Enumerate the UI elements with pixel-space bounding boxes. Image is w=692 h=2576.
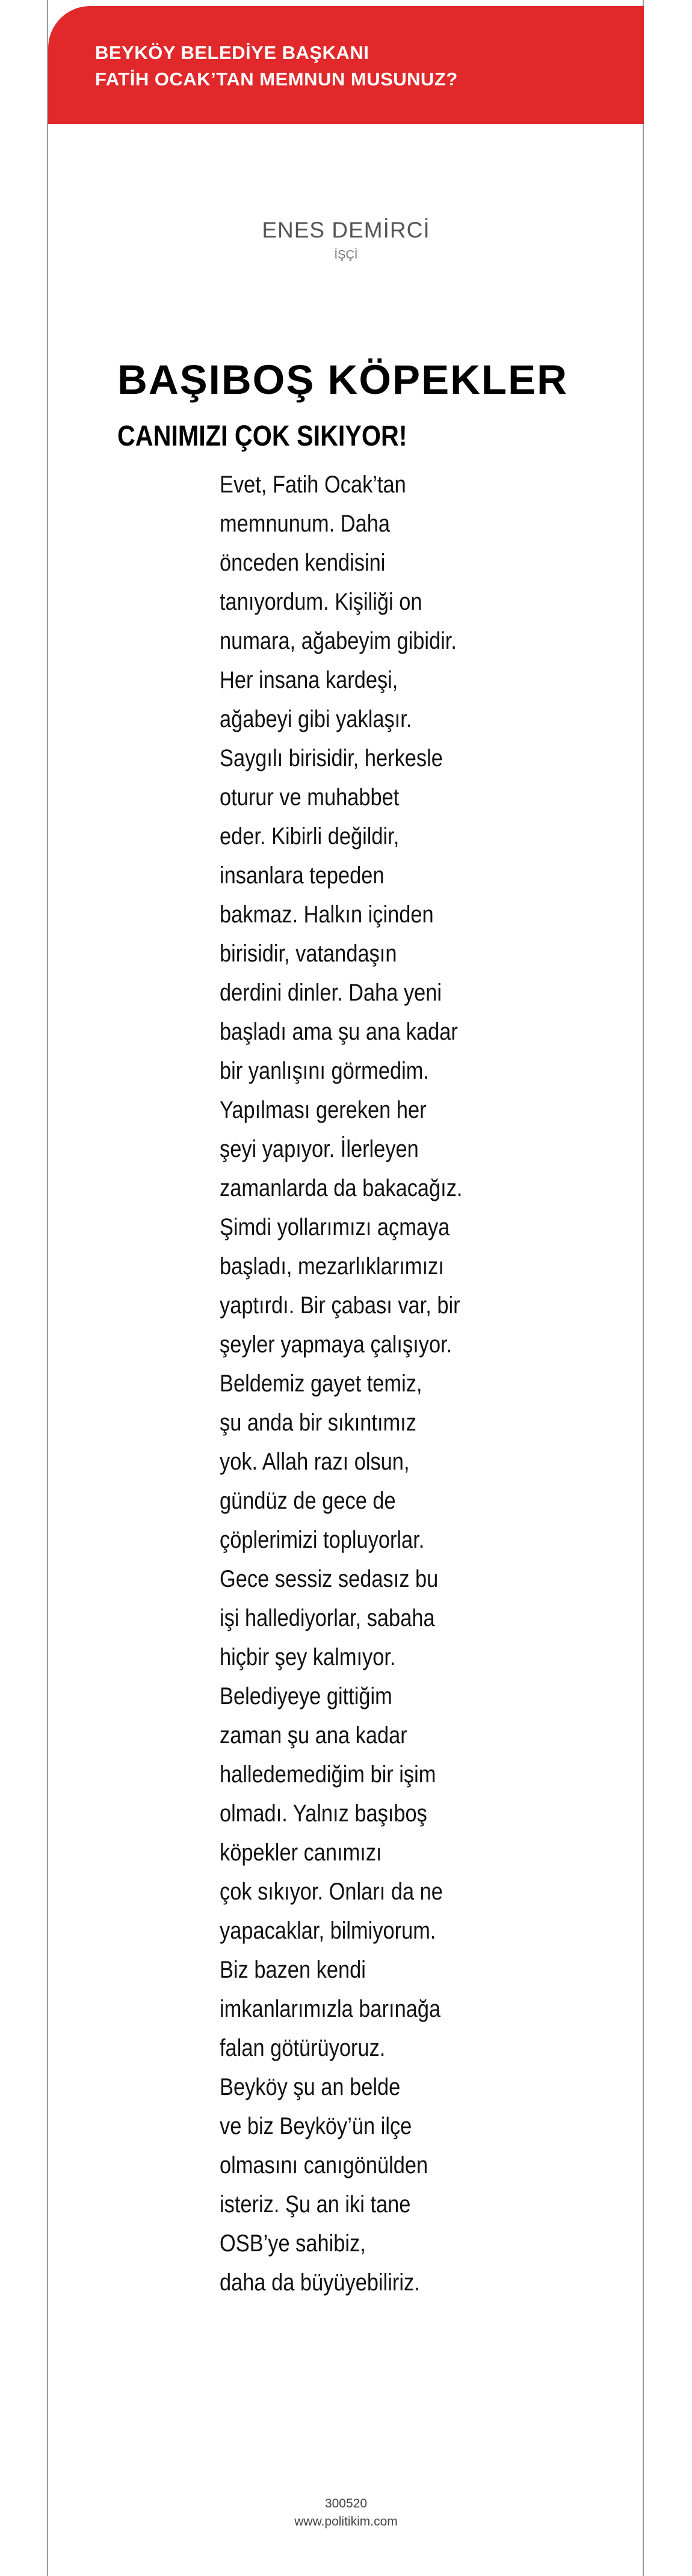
article-body-line: zamanlarda da bakacağız. [220,1175,463,1201]
article-body-line: tanıyordum. Kişiliği on [220,589,422,615]
article-body-line: bir yanlışını görmedim. [220,1058,429,1084]
article-body-line: olmasını canıgönülden [220,2152,428,2179]
article-body-line: falan götürüyoruz. [220,2035,386,2061]
article-body-line: şeyler yapmaya çalışıyor. [220,1331,453,1358]
article-body-line: derdini dinler. Daha yeni [220,980,442,1006]
article-body-line: Gece sessiz sedasız bu [220,1566,439,1592]
article-body-line: başladı, mezarlıklarımızı [220,1253,444,1280]
page-sheet [47,0,644,2576]
article-body-line: Evet, Fatih Ocak’tan [220,471,406,498]
article-body-line: yaptırdı. Bir çabası var, bir [220,1292,460,1319]
article-body-line: çöplerimizi topluyorlar. [220,1527,425,1553]
person-name: ENES DEMİRCİ [262,218,430,242]
article-body-line: köpekler canımızı [220,1839,382,1866]
article-body-line: yapacaklar, bilmiyorum. [220,1918,436,1944]
article-body-line: oturur ve muhabbet [220,784,400,811]
article-body-line: insanlara tepeden [220,862,385,889]
article-body-line: Beldemiz gayet temiz, [220,1370,422,1397]
article-body-line: şu anda bir sıkıntımız [220,1409,416,1436]
article-body [220,465,557,2302]
article-body-line: gündüz de gece de [220,1488,396,1514]
article-body-line: yok. Allah razı olsun, [220,1449,410,1475]
footer-code: 300520 [324,2497,368,2510]
article-body-line: ve biz Beyköy’ün ilçe [220,2113,412,2139]
article-body-line: Yapılması gereken her [220,1097,427,1123]
footer-website-link[interactable]: www.politikim.com [294,2515,398,2528]
article-body-line: hiçbir şey kalmıyor. [220,1644,396,1670]
article-body-line: olmadı. Yalnız başıboş [220,1800,427,1827]
article-subheadline: CANIMIZI ÇOK SIKIYOR! [117,420,407,452]
person-role: İŞÇİ [334,248,358,262]
article-body-line: zaman şu ana kadar [220,1722,407,1749]
article-body-line: imkanlarımızla barınağa [220,1996,441,2022]
header-banner [48,6,644,124]
article-body-line: Şimdi yollarımızı açmaya [220,1214,450,1240]
article-body-line: Biz bazen kendi [220,1957,366,1983]
article-body-line: numara, ağabeyim gibidir. [220,628,457,654]
article-body-line: Her insana kardeşi, [220,667,398,693]
article-body-line: birisidir, vatandaşın [220,940,397,967]
article-body-line: OSB’ye sahibiz, [220,2230,366,2257]
article-body-line: memnunum. Daha [220,511,390,537]
article-body-line: halledemediğim bir işim [220,1761,436,1788]
header-title-line-1: BEYKÖY BELEDİYE BAŞKANI [95,42,369,63]
article-body-line: işi hallediyorlar, sabaha [220,1605,435,1631]
article-body-line: eder. Kibirli değildir, [220,823,400,850]
article-body-line: çok sıkıyor. Onları da ne [220,1878,443,1905]
article-body-line: ağabeyi gibi yaklaşır. [220,706,412,732]
article-body-line: bakmaz. Halkın içinden [220,901,434,928]
article-body-line: başladı ama şu ana kadar [220,1019,458,1045]
article-body-line: Beyköy şu an belde [220,2074,401,2100]
article-body-line: önceden kendisini [220,550,386,576]
article-body-line: daha da büyüyebiliriz. [220,2269,420,2296]
article-body-line: isteriz. Şu an iki tane [220,2191,411,2218]
article-body-line: şeyi yapıyor. İlerleyen [220,1136,419,1162]
article-body-line: Belediyeye gittiğim [220,1683,392,1710]
header-title-line-2: FATİH OCAK’TAN MEMNUN MUSUNUZ? [95,69,458,90]
article-headline: BAŞIBOŞ KÖPEKLER [117,357,568,403]
article-body-line: Saygılı birisidir, herkesle [220,745,443,771]
